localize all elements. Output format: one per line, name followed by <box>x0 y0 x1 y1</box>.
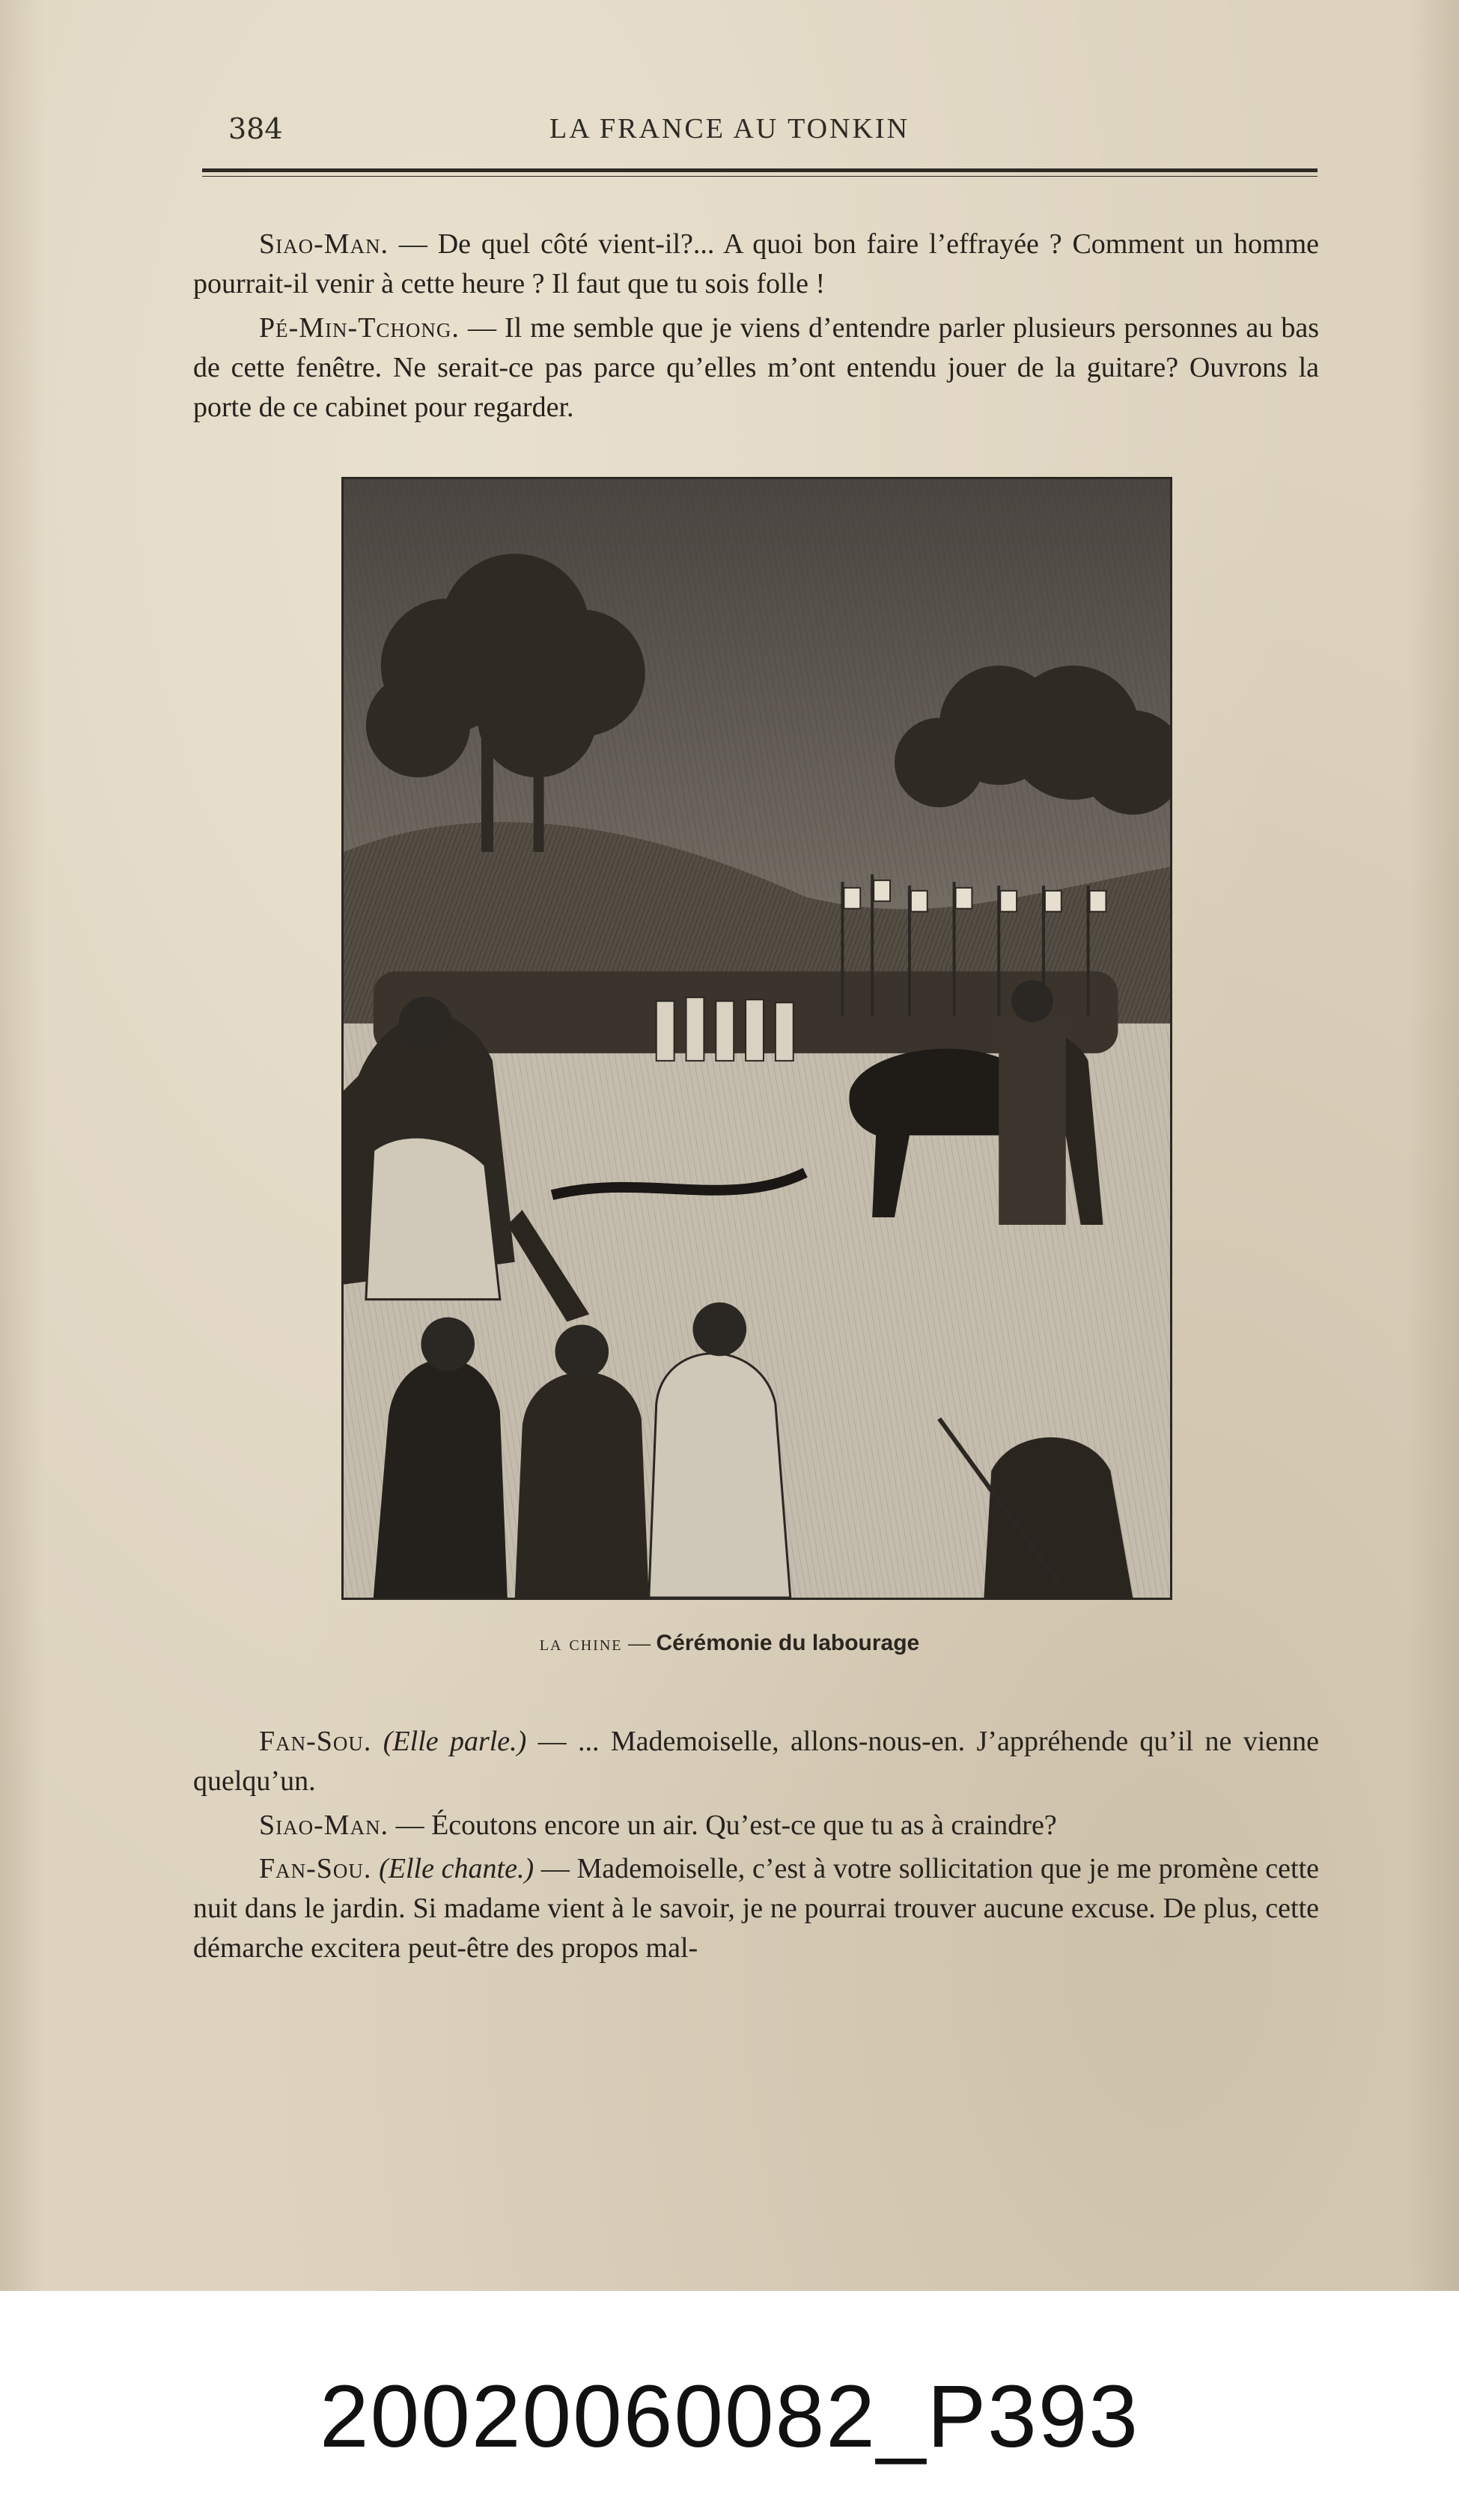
header-rule-thin <box>202 176 1318 177</box>
paragraph-text: — Il me semble que je viens d’entendre parler plusieurs personnes au bas de cette fenêtre. Ne serait-ce pas parce qu’elles m’ont entendu jouer de la guitare? Ouvrons la porte de ce cabinet pour regarder. <box>193 312 1319 423</box>
paragraph-siao-man-2 <box>193 1806 1319 1845</box>
figure-caption <box>0 1631 1459 1656</box>
paragraph-pe-min-tchong <box>193 308 1319 427</box>
engraving-ceremony-of-ploughing <box>344 479 1170 1598</box>
paragraph-siao-man-1 <box>193 225 1319 304</box>
running-title: LA FRANCE AU TONKIN <box>549 113 910 144</box>
paragraph-text: — Écoutons encore un air. Qu’est-ce que tu as à craindre? <box>389 1810 1057 1841</box>
paragraph-text: — ... Mademoiselle, allons-nous-en. J’appréhende qu’il ne vienne quelqu’un. <box>193 1726 1320 1797</box>
engraving-illustration <box>341 477 1172 1600</box>
speaker-name: Fan-Sou. <box>259 1853 372 1884</box>
stage-direction: (Elle chante.) <box>379 1853 534 1884</box>
speaker-name: Siao-Man. <box>259 228 389 260</box>
speaker-name: Siao-Man. <box>259 1810 389 1841</box>
speaker-name: Pé-Min-Tchong. <box>259 312 460 344</box>
paragraph-text: — De quel côté vient-il?... A quoi bon faire l’effrayée ? Comment un homme pourrait-il venir à cette heure ? Il faut que tu sois folle ! <box>193 228 1319 299</box>
caption-title: Cérémonie du labourage <box>656 1631 920 1655</box>
paragraph-text: — Mademoiselle, c’est à votre sollicitation que je me promène cette nuit dans le jardin. Si madame vient à le savoir, je ne pourrai trouver aucune excuse. De plus, cette démarche excitera peut-être des propos mal- <box>193 1853 1320 1964</box>
caption-country: la chine <box>539 1632 623 1655</box>
stage-direction: (Elle parle.) <box>383 1726 527 1757</box>
paragraph-fan-sou-1 <box>193 1722 1319 1801</box>
speaker-name: Fan-Sou. <box>259 1726 372 1757</box>
archive-id: 20020060082_P393 <box>319 2367 1140 2466</box>
paragraph-fan-sou-2 <box>193 1849 1319 1968</box>
caption-separator: — <box>622 1631 657 1655</box>
header-rule <box>202 168 1318 172</box>
page-number: 384 <box>228 112 283 145</box>
